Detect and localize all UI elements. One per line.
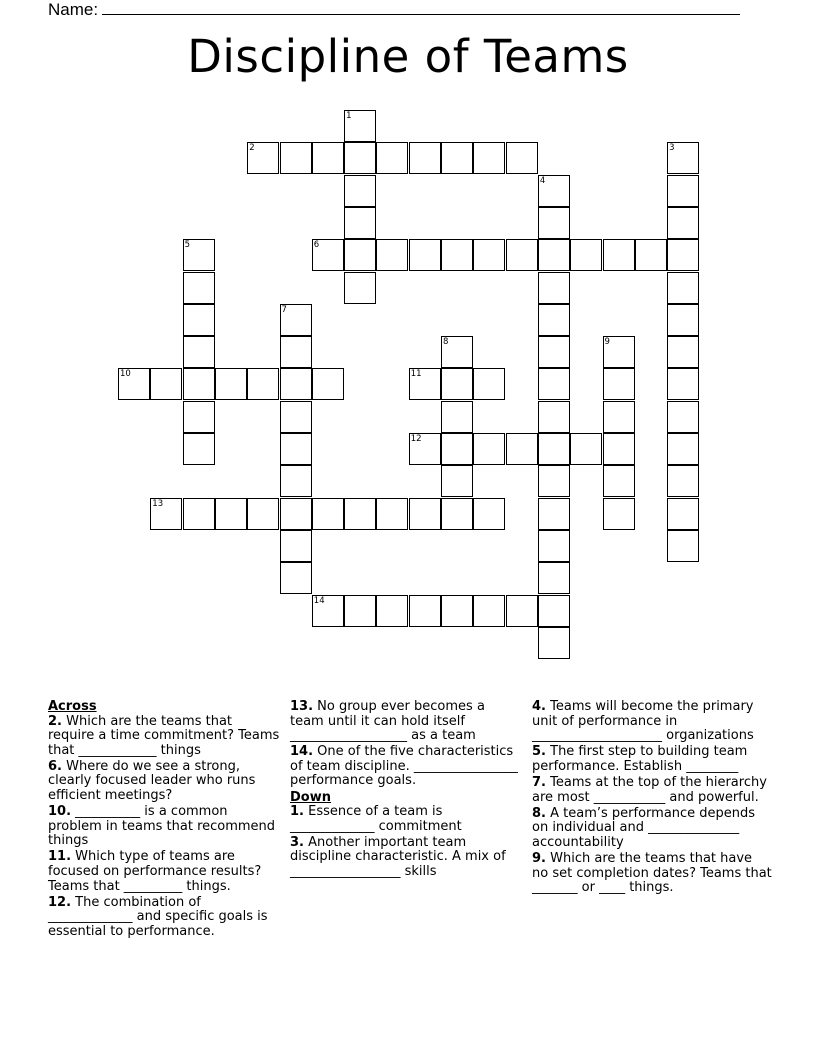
clue-text: Teams will become the primary unit of performance in ____________________ organizations — [532, 699, 754, 744]
cell-number: 11 — [410, 369, 422, 380]
crossword-cell[interactable] — [409, 368, 441, 400]
crossword-cell[interactable] — [376, 595, 408, 627]
crossword-cell[interactable] — [506, 595, 538, 627]
clue-number: 6. — [48, 758, 62, 774]
crossword-cell[interactable] — [376, 239, 408, 271]
crossword-cell[interactable] — [215, 498, 247, 530]
crossword-cell[interactable] — [150, 498, 182, 530]
crossword-cell[interactable] — [312, 368, 344, 400]
crossword-cell[interactable] — [473, 239, 505, 271]
crossword-cell[interactable] — [667, 142, 699, 174]
clue-down-4 — [532, 700, 772, 744]
clue-text: One of the five characteristics of team discipline. ________________ performance goals. — [290, 744, 518, 789]
cell-number: 8 — [443, 337, 449, 348]
crossword-cell[interactable] — [506, 433, 538, 465]
crossword-cell[interactable] — [376, 498, 408, 530]
crossword-cell[interactable] — [441, 336, 473, 368]
cell-number: 4 — [539, 175, 546, 186]
clue-text: Where do we see a strong, clearly focused leader who runs efficient meetings? — [48, 758, 256, 804]
crossword-cell[interactable] — [409, 498, 441, 530]
clue-number: 8. — [532, 805, 546, 821]
crossword-cell[interactable] — [473, 368, 505, 400]
crossword-cell[interactable] — [667, 530, 699, 562]
crossword-cell[interactable] — [570, 433, 602, 465]
clue-text: Another important team discipline characteristic. A mix of _________________ skills — [290, 834, 506, 880]
clue-text: The first step to building team performance. Establish ________ — [532, 744, 748, 774]
crossword-cell[interactable] — [280, 530, 312, 562]
crossword-cell[interactable] — [312, 595, 344, 627]
crossword-cell[interactable] — [441, 401, 473, 433]
crossword-cell[interactable] — [312, 498, 344, 530]
crossword-cell[interactable] — [667, 368, 699, 400]
crossword-cell[interactable] — [635, 239, 667, 271]
crossword-cell[interactable] — [441, 239, 473, 271]
cell-number: 12 — [410, 434, 422, 444]
crossword-cell[interactable] — [183, 368, 215, 400]
clue-number: 9. — [532, 850, 546, 866]
crossword-cell[interactable] — [312, 239, 344, 271]
clue-across-2 — [48, 715, 280, 759]
cell-number: 10 — [120, 369, 131, 380]
crossword-cell[interactable] — [441, 142, 473, 174]
crossword-cell[interactable] — [667, 175, 699, 207]
crossword-cell[interactable] — [344, 498, 376, 530]
cell-number: 13 — [152, 498, 164, 509]
crossword-cell[interactable] — [344, 595, 376, 627]
crossword-cell[interactable] — [506, 239, 538, 271]
crossword-cell[interactable] — [473, 595, 505, 627]
clue-text: Which are the teams that have no set completion dates? Teams that _______ or ____ things. — [532, 850, 772, 896]
crossword-cell[interactable] — [538, 368, 570, 400]
crossword-cell[interactable] — [150, 368, 182, 400]
crossword-cell[interactable] — [376, 142, 408, 174]
page-title: Discipline of Teams — [187, 30, 629, 83]
clue-down-5 — [532, 745, 772, 774]
crossword-cell[interactable] — [441, 368, 473, 400]
crossword-cell[interactable] — [312, 142, 344, 174]
crossword-cell[interactable] — [603, 336, 635, 368]
crossword-cell[interactable] — [538, 304, 570, 336]
crossword-cell[interactable] — [409, 433, 441, 465]
crossword-cell[interactable] — [667, 498, 699, 530]
clue-number: 12. — [48, 894, 72, 910]
crossword-cell[interactable] — [603, 401, 635, 433]
crossword-cell[interactable] — [344, 239, 376, 271]
cell-number: 3 — [669, 143, 675, 154]
clue-number: 2. — [48, 713, 62, 729]
crossword-cell[interactable] — [603, 239, 635, 271]
cell-number: 6 — [313, 240, 320, 251]
crossword-cell[interactable] — [409, 142, 441, 174]
crossword-cell[interactable] — [118, 368, 150, 400]
crossword-cell[interactable] — [441, 498, 473, 530]
clue-text: Essence of a team is _____________ commitment — [290, 804, 462, 834]
crossword-cell[interactable] — [667, 336, 699, 368]
cell-number: 14 — [313, 595, 325, 606]
crossword-cell[interactable] — [280, 368, 312, 400]
clue-across-12 — [48, 896, 280, 940]
crossword-cell[interactable] — [183, 239, 215, 271]
crossword-cell[interactable] — [538, 465, 570, 497]
crossword-cell[interactable] — [473, 142, 505, 174]
name-label: Name: — [48, 0, 99, 19]
clue-across-10 — [48, 805, 280, 849]
clue-down-9 — [532, 852, 772, 896]
clue-number: 1. — [290, 804, 304, 820]
clue-across-13 — [290, 700, 522, 744]
crossword-cell[interactable] — [344, 110, 376, 142]
crossword-cell[interactable] — [409, 239, 441, 271]
crossword-cell[interactable] — [538, 175, 570, 207]
crossword-cell[interactable] — [667, 304, 699, 336]
crossword-cell[interactable] — [538, 627, 570, 659]
cell-number: 1 — [346, 111, 352, 121]
clue-across-11 — [48, 850, 280, 894]
crossword-cell[interactable] — [247, 142, 279, 174]
crossword-cell[interactable] — [538, 530, 570, 562]
clue-text: The combination of _____________ and specific goals is essential to performance. — [48, 894, 268, 939]
crossword-cell[interactable] — [473, 498, 505, 530]
crossword-cell[interactable] — [280, 336, 312, 368]
crossword-cell[interactable] — [344, 207, 376, 239]
clues-column-2 — [290, 700, 522, 881]
crossword-cell[interactable] — [344, 175, 376, 207]
clue-text: No group ever becomes a team until it can hold itself __________________ as a team — [290, 699, 485, 744]
clue-number: 4. — [532, 699, 546, 714]
clue-number: 7. — [532, 774, 546, 790]
clue-number: 11. — [48, 849, 72, 865]
cell-number: 7 — [281, 304, 287, 315]
crossword-cell[interactable] — [603, 368, 635, 400]
clue-down-1 — [290, 805, 522, 834]
crossword-cell[interactable] — [247, 368, 279, 400]
crossword-cell[interactable] — [280, 465, 312, 497]
crossword-cell[interactable] — [538, 239, 570, 271]
clue-down-7 — [532, 776, 772, 805]
clue-number: 3. — [290, 834, 304, 850]
crossword-cell[interactable] — [570, 239, 602, 271]
clue-number: 13. — [290, 699, 314, 714]
name-underline[interactable] — [102, 0, 740, 15]
crossword-cell[interactable] — [247, 498, 279, 530]
crossword-cell[interactable] — [506, 142, 538, 174]
crossword-cell[interactable] — [280, 401, 312, 433]
crossword-cell[interactable] — [344, 142, 376, 174]
clue-number: 14. — [290, 744, 314, 760]
crossword-cell[interactable] — [538, 272, 570, 304]
cell-number: 5 — [184, 240, 191, 251]
cell-number: 2 — [249, 143, 255, 154]
crossword-cell[interactable] — [344, 272, 376, 304]
clue-number: 10. — [48, 804, 72, 820]
crossword-cell[interactable] — [603, 433, 635, 465]
crossword-cell[interactable] — [280, 304, 312, 336]
crossword-cell[interactable] — [409, 595, 441, 627]
cell-number: 9 — [604, 337, 610, 348]
crossword-cell[interactable] — [183, 401, 215, 433]
across-heading: Across — [48, 699, 97, 714]
clue-number: 5. — [532, 744, 546, 760]
crossword-cell[interactable] — [538, 562, 570, 594]
crossword-cell[interactable] — [667, 465, 699, 497]
clues-column-3 — [532, 700, 772, 897]
clue-down-3 — [290, 836, 522, 880]
crossword-cell[interactable] — [603, 465, 635, 497]
crossword-cell[interactable] — [183, 498, 215, 530]
crossword-cell[interactable] — [183, 272, 215, 304]
crossword-cell[interactable] — [538, 401, 570, 433]
crossword-cell[interactable] — [280, 562, 312, 594]
crossword-cell[interactable] — [473, 433, 505, 465]
clue-text: __________ is a common problem in teams that recommend things — [48, 804, 276, 849]
clue-text: Teams at the top of the hierarchy are most ___________ and powerful. — [532, 774, 767, 805]
crossword-cell[interactable] — [667, 433, 699, 465]
clues-column-1 — [48, 700, 280, 941]
clue-text: Which are the teams that require a time commitment? Teams that ____________ things — [48, 713, 280, 758]
crossword-cell[interactable] — [441, 465, 473, 497]
crossword-cell[interactable] — [667, 272, 699, 304]
clue-down-8 — [532, 807, 772, 851]
name-field — [48, 0, 740, 20]
clue-across-6 — [48, 760, 280, 804]
down-heading: Down — [290, 789, 331, 805]
crossword-cell[interactable] — [215, 368, 247, 400]
crossword-cell[interactable] — [441, 433, 473, 465]
clue-across-14 — [290, 745, 522, 789]
crossword-cell[interactable] — [280, 433, 312, 465]
crossword-cell[interactable] — [538, 336, 570, 368]
crossword-cell[interactable] — [603, 498, 635, 530]
crossword-cell[interactable] — [538, 207, 570, 239]
crossword-cell[interactable] — [441, 595, 473, 627]
crossword-cell[interactable] — [538, 433, 570, 465]
crossword-cell[interactable] — [183, 304, 215, 336]
clue-text: Which type of teams are focused on performance results? Teams that _________ things. — [48, 849, 262, 894]
clue-text: A team’s performance depends on individual and ______________ accountability — [532, 805, 756, 850]
crossword-cell[interactable] — [667, 207, 699, 239]
crossword-cell[interactable] — [183, 433, 215, 465]
crossword-cell[interactable] — [280, 498, 312, 530]
crossword-cell[interactable] — [183, 336, 215, 368]
crossword-cell[interactable] — [280, 142, 312, 174]
crossword-cell[interactable] — [667, 401, 699, 433]
crossword-cell[interactable] — [538, 595, 570, 627]
crossword-cell[interactable] — [667, 239, 699, 271]
crossword-cell[interactable] — [538, 498, 570, 530]
